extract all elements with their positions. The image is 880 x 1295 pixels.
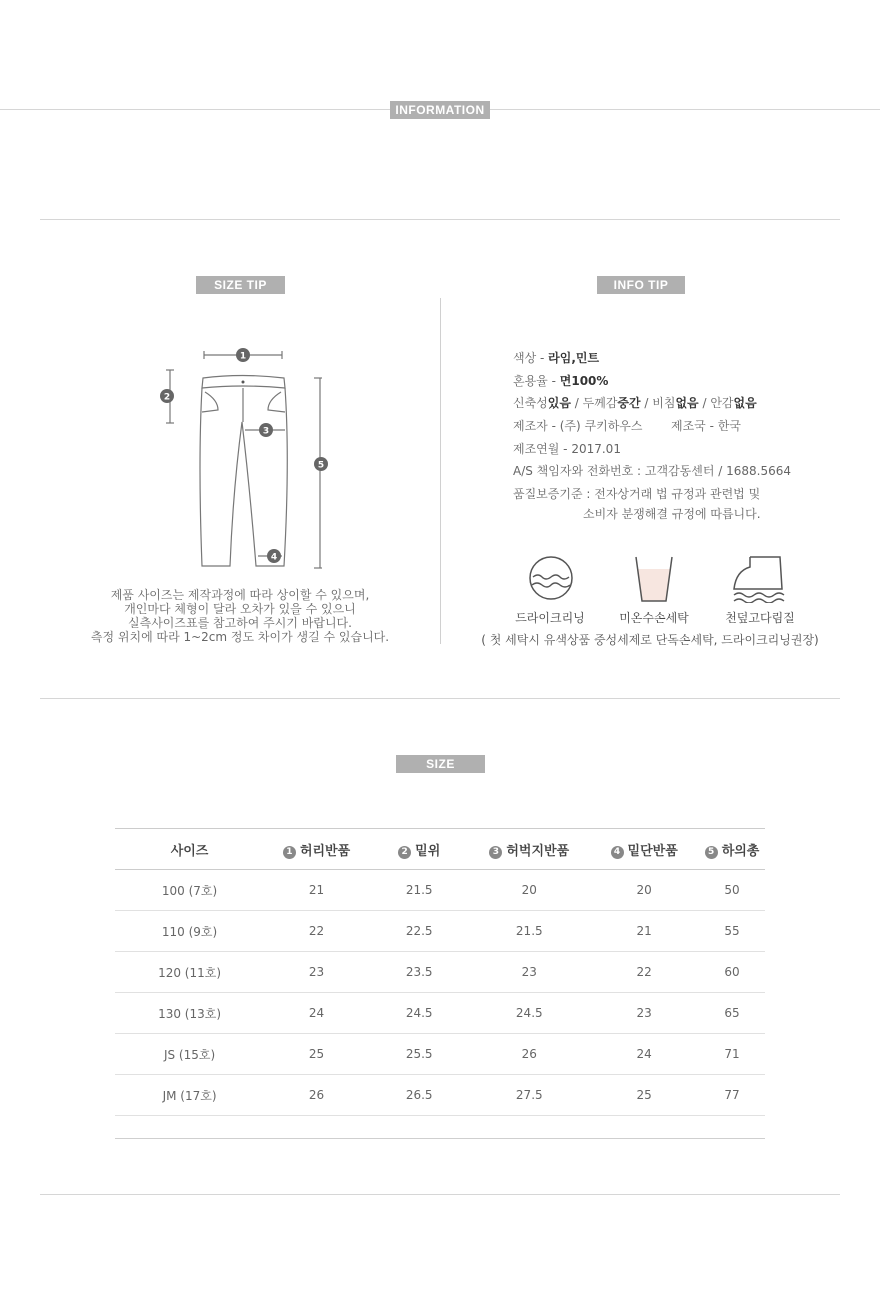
information-label: INFORMATION — [390, 101, 490, 119]
table-cell: 71 — [699, 1034, 765, 1075]
table-cell: 55 — [699, 911, 765, 952]
info-fabric-prefix: 혼용율 - — [513, 374, 560, 388]
info-fabric-value: 면100% — [559, 374, 609, 388]
table-cell: 26.5 — [369, 1075, 469, 1116]
header-num-3: 3 — [489, 846, 502, 859]
table-cell: 21.5 — [469, 911, 589, 952]
table-cell: 23 — [589, 993, 699, 1034]
lining-label: / 안감 — [698, 396, 734, 410]
table-cell: 77 — [699, 1075, 765, 1116]
dry-clean-icon — [525, 555, 577, 601]
table-cell: 22 — [264, 911, 369, 952]
size-note-3: 실측사이즈표를 참고하여 주시기 바랍니다. — [128, 616, 352, 630]
table-cell: 20 — [589, 870, 699, 911]
table-cell: 21.5 — [369, 870, 469, 911]
header-hem-text: 밑단반품 — [627, 843, 678, 859]
section-rule-2 — [40, 698, 840, 699]
header-size: 사이즈 — [115, 829, 264, 870]
info-fabric — [513, 372, 608, 389]
table-row — [115, 1075, 765, 1116]
header-waist-text: 허리반품 — [299, 843, 351, 859]
info-tip-label: INFO TIP — [597, 276, 685, 294]
header-length-text: 하의총 — [721, 843, 760, 859]
marker-3-text: 3 — [262, 426, 270, 437]
header-hem — [589, 829, 699, 870]
size-note-1: 제품 사이즈는 제작과정에 따라 상이할 수 있으며, — [110, 588, 370, 602]
header-waist — [264, 829, 369, 870]
table-cell: 100 (7호) — [115, 870, 264, 911]
size-table-body — [115, 870, 765, 1116]
table-cell: 24.5 — [369, 993, 469, 1034]
table-cell: 24 — [589, 1034, 699, 1075]
info-country: 제조국 - 한국 — [671, 419, 741, 433]
info-properties — [513, 394, 757, 411]
table-cell: 24.5 — [469, 993, 589, 1034]
hand-wash-icon — [632, 555, 676, 603]
table-row — [115, 952, 765, 993]
iron-icon — [730, 553, 790, 603]
pants-outline — [200, 388, 287, 566]
size-table-header — [115, 829, 765, 870]
iron-label: 천덮고다림질 — [725, 611, 795, 625]
table-cell: 24 — [264, 993, 369, 1034]
header-num-1: 1 — [283, 846, 296, 859]
table-cell: 130 (13호) — [115, 993, 264, 1034]
table-cell: 22 — [589, 952, 699, 993]
table-cell: 23.5 — [369, 952, 469, 993]
stretch-value: 있음 — [547, 396, 571, 410]
section-rule-3 — [40, 1194, 840, 1195]
marker-1-text: 1 — [239, 351, 247, 362]
table-cell: JS (15호) — [115, 1034, 264, 1075]
table-cell: 60 — [699, 952, 765, 993]
table-cell: 21 — [589, 911, 699, 952]
table-cell: JM (17호) — [115, 1075, 264, 1116]
table-cell: 50 — [699, 870, 765, 911]
info-color-prefix: 색상 - — [513, 351, 549, 365]
table-cell: 25 — [264, 1034, 369, 1075]
table-cell: 23 — [264, 952, 369, 993]
table-cell: 120 (11호) — [115, 952, 264, 993]
thickness-label: / 두께감 — [570, 396, 618, 410]
marker-2-text: 2 — [163, 392, 171, 403]
header-num-5: 5 — [705, 846, 718, 859]
table-row — [115, 1034, 765, 1075]
care-note: ( 첫 세탁시 유색상품 중성세제로 단독손세탁, 드라이크리닝권장) — [481, 633, 819, 647]
info-quality-1: 품질보증기준 : 전자상거래 법 규정과 관련법 및 — [513, 487, 761, 501]
table-row — [115, 911, 765, 952]
marker-5-text: 5 — [317, 460, 325, 471]
table-cell: 26 — [469, 1034, 589, 1075]
table-cell: 110 (9호) — [115, 911, 264, 952]
thickness-value: 중간 — [617, 396, 641, 410]
info-date: 제조연월 - 2017.01 — [513, 442, 621, 456]
table-row — [115, 993, 765, 1034]
size-table — [115, 828, 765, 1116]
table-cell: 21 — [264, 870, 369, 911]
header-num-2: 2 — [398, 846, 411, 859]
header-rise — [369, 829, 469, 870]
hand-wash-label: 미온수손세탁 — [619, 611, 689, 625]
info-maker: 제조자 - (주) 쿠키하우스 — [513, 419, 643, 433]
header-length — [699, 829, 765, 870]
table-cell: 23 — [469, 952, 589, 993]
table-cell: 27.5 — [469, 1075, 589, 1116]
table-end-rule — [115, 1138, 765, 1139]
header-rise-text: 밑위 — [415, 843, 441, 859]
info-color-value: 라임,민트 — [548, 351, 600, 365]
info-as: A/S 책임자와 전화번호 : 고객감동센터 / 1688.5664 — [513, 464, 792, 478]
header-thigh-text: 허벅지반품 — [506, 843, 570, 859]
info-color — [513, 349, 599, 366]
table-cell: 20 — [469, 870, 589, 911]
table-cell: 65 — [699, 993, 765, 1034]
section-rule-1 — [40, 219, 840, 220]
marker-4-text: 4 — [270, 552, 278, 563]
size-note-2: 개인마다 체형이 달라 오차가 있을 수 있으니 — [124, 602, 356, 616]
header-num-4: 4 — [611, 846, 624, 859]
size-note-4: 측정 위치에 따라 1~2cm 정도 차이가 생길 수 있습니다. — [90, 630, 390, 644]
column-divider — [440, 298, 441, 644]
header-thigh — [469, 829, 589, 870]
sheer-value: 없음 — [675, 396, 699, 410]
dry-clean-label: 드라이크리닝 — [515, 611, 585, 625]
table-cell: 25.5 — [369, 1034, 469, 1075]
size-label: SIZE — [396, 755, 485, 773]
size-tip-label: SIZE TIP — [196, 276, 285, 294]
table-cell: 25 — [589, 1075, 699, 1116]
pants-diagram — [150, 340, 340, 580]
lining-value: 없음 — [733, 396, 757, 410]
stretch-label: 신축성 — [513, 396, 548, 410]
table-cell: 26 — [264, 1075, 369, 1116]
sheer-label: / 비침 — [640, 396, 676, 410]
table-cell: 22.5 — [369, 911, 469, 952]
table-row — [115, 870, 765, 911]
info-quality-2: 소비자 분쟁해결 규정에 따릅니다. — [583, 507, 761, 521]
